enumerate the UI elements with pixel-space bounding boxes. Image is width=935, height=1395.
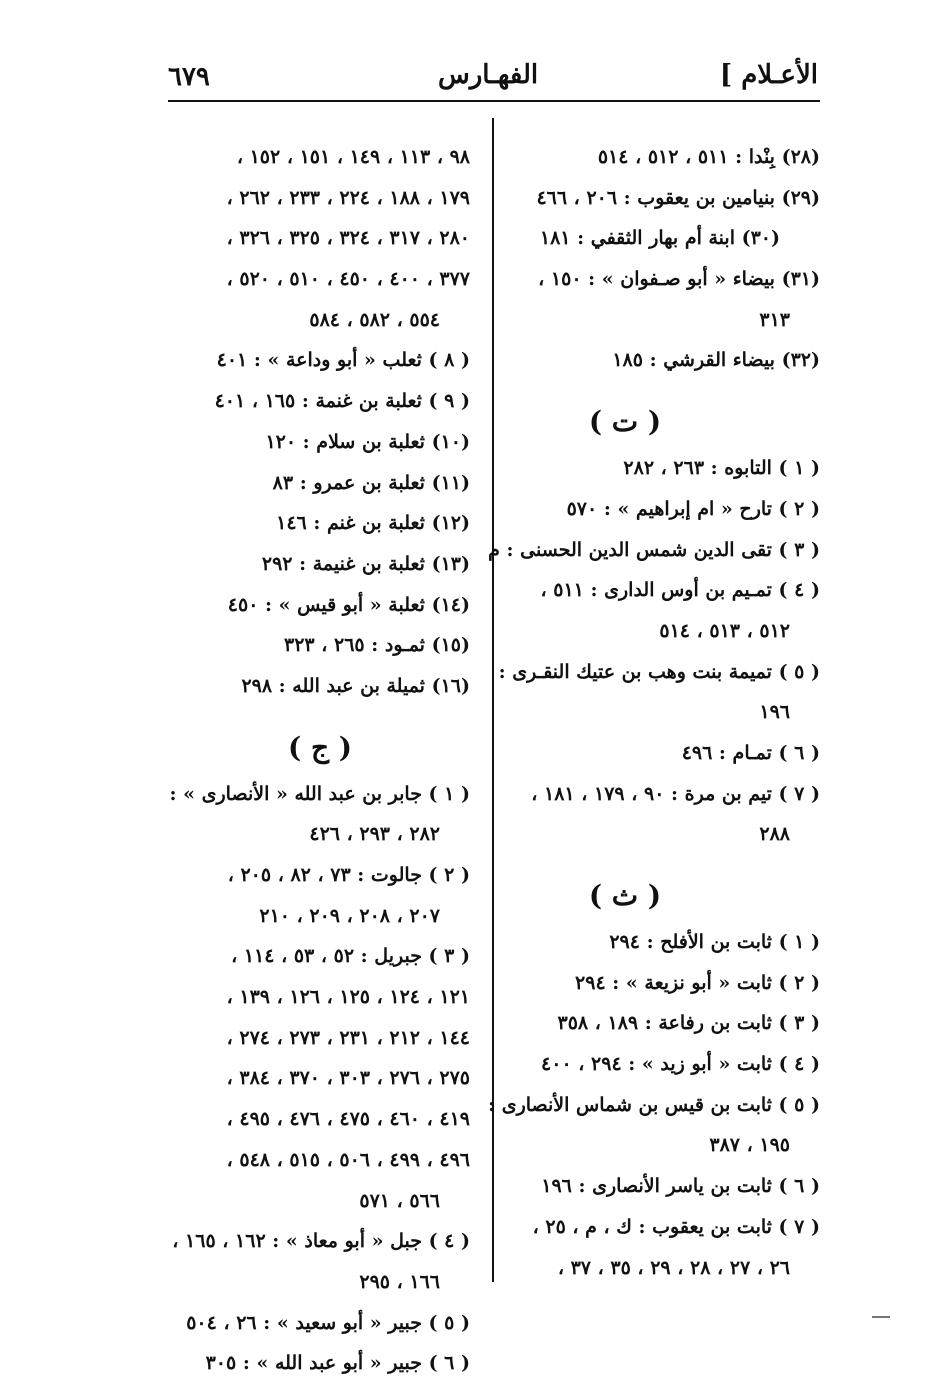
index-entry-continuation: ٢٨٠ ، ٣١٧ ، ٣٢٤ ، ٣٢٥ ، ٣٢٦ ، — [226, 227, 470, 250]
index-entry: ( ٢ ) ثابت « أبو نزيعة » : ٢٩٤ — [575, 971, 820, 994]
index-entry-continuation: ٤٩٦ ، ٤٩٩ ، ٥٠٦ ، ٥١٥ ، ٥٤٨ ، — [226, 1148, 470, 1171]
index-entry: ( ٧ ) ثابت بن يعقوب : ك ، م ، ٢٥ ، — [532, 1215, 820, 1238]
index-entry: ( ٥ ) جبير « أبو سعيد » : ٢٦ ، ٥٠٤ — [186, 1311, 470, 1334]
index-entry-continuation: ٢٧٥ ، ٢٧٦ ، ٣٠٣ ، ٣٧٠ ، ٣٨٤ ، — [226, 1067, 470, 1090]
index-entry: (١٥) ثمـود : ٢٦٥ ، ٣٢٣ — [283, 634, 470, 657]
index-entry-continuation: ٢٨٢ ، ٢٩٣ ، ٤٢٦ — [309, 823, 440, 846]
index-entry: ( ١ ) جابر بن عبد الله « الأنصارى » : — [169, 782, 470, 805]
index-entry: (٢٨) بِنْدا : ٥١١ ، ٥١٢ ، ٥١٤ — [597, 146, 820, 168]
index-entry: ( ٦ ) تمـام : ٤٩٦ — [681, 741, 820, 764]
index-entry: ( ٥ ) تميمة بنت وهب بن عتيك النقـرى : — [498, 660, 820, 683]
index-entry: ( ٣ ) تقى الدين شمس الدين الحسنى : م — [488, 538, 820, 561]
index-entry-continuation: ٣٧٧ ، ٤٠٠ ، ٤٥٠ ، ٥١٠ ، ٥٢٠ ، — [226, 268, 470, 291]
index-entry: (١٣) ثعلبة بن غنيمة : ٢٩٢ — [261, 552, 470, 575]
index-entry: ( ٣ ) ثابت بن رفاعة : ١٨٩ ، ٣٥٨ — [557, 1012, 820, 1035]
index-entry-continuation: ٢٠٧ ، ٢٠٨ ، ٢٠٩ ، ٢١٠ — [259, 904, 440, 927]
page-number: ٦٧٩ — [168, 62, 210, 92]
section-title: الأعـلام ] — [719, 60, 818, 90]
index-entry: ( ٧ ) تيم بن مرة : ٩٠ ، ١٧٩ ، ١٨١ ، — [531, 782, 820, 805]
running-title: الفهـارس — [438, 60, 539, 90]
letter-heading-j: ( ج ) — [287, 730, 353, 764]
index-entry-continuation: ١٩٥ ، ٣٨٧ — [709, 1134, 790, 1157]
index-entry: ( ٦ ) ثابت بن ياسر الأنصارى : ١٩٦ — [541, 1175, 820, 1198]
index-entry: (٣٢) بيضاء القرشي : ١٨٥ — [612, 349, 820, 372]
index-entry-continuation: ١٧٩ ، ١٨٨ ، ٢٢٤ ، ٢٣٣ ، ٢٦٢ ، — [226, 186, 470, 209]
left-column — [170, 148, 470, 1395]
letter-heading-th: ( ث ) — [588, 879, 662, 912]
index-entry-continuation: ١٢١ ، ١٢٤ ، ١٢٥ ، ١٢٦ ، ١٣٩ ، — [226, 986, 470, 1009]
index-entry-continuation: ٥٦٦ ، ٥٧١ — [359, 1189, 440, 1212]
index-entry: (١١) ثعلبة بن عمرو : ٨٣ — [272, 471, 470, 494]
index-entry-continuation: ٩٨ ، ١١٣ ، ١٤٩ ، ١٥١ ، ١٥٢ ، — [236, 146, 470, 168]
right-column — [488, 146, 820, 1299]
index-entry-continuation: ١٤٤ ، ٢١٢ ، ٢٣١ ، ٢٧٣ ، ٢٧٤ ، — [226, 1026, 470, 1049]
page-header — [168, 58, 818, 98]
scan-mark — [872, 1316, 890, 1318]
index-entry: ( ٤ ) جبل « أبو معاذ » : ١٦٢ ، ١٦٥ ، — [172, 1230, 470, 1253]
index-entry-continuation: ٢٨٨ — [759, 823, 790, 846]
index-entry: (١٤) ثعلبة « أبو قيس » : ٤٥٠ — [227, 593, 470, 616]
index-entry-continuation: ١٦٦ ، ٢٩٥ — [359, 1270, 440, 1293]
index-entry: (١٦) ثميلة بن عبد الله : ٢٩٨ — [241, 674, 470, 697]
index-entry: ( ٥ ) ثابت بن قيس بن شماس الأنصارى : — [488, 1093, 820, 1116]
index-entry: ( ١ ) التابوه : ٢٦٣ ، ٢٨٢ — [623, 457, 820, 480]
index-entry: ( ٢ ) تارح « ام إبراهيم » : ٥٧٠ — [566, 497, 820, 520]
index-entry-continuation: ٥٥٤ ، ٥٨٢ ، ٥٨٤ — [309, 308, 440, 331]
index-entry: ( ٨ ) ثعلب « أبو وداعة » : ٤٠١ — [216, 349, 470, 372]
index-entry: (١٠) ثعلبة بن سلام : ١٢٠ — [265, 430, 470, 453]
index-entry: (٢٩) بنيامين بن يعقوب : ٢٠٦ ، ٤٦٦ — [536, 186, 820, 209]
index-entry: ( ١ ) ثابت بن الأفلح : ٢٩٤ — [609, 931, 820, 953]
index-entry-continuation: ٥١٢ ، ٥١٣ ، ٥١٤ — [659, 619, 790, 642]
index-entry-continuation: ٣١٣ — [759, 308, 790, 331]
index-entry: (٣١) بيضاء « أبو صـفوان » : ١٥٠ ، — [538, 268, 820, 291]
index-entry: ( ٩ ) ثعلبة بن غنمة : ١٦٥ ، ٤٠١ — [214, 390, 470, 413]
header-rule — [168, 100, 820, 102]
index-entry: (١٢) ثعلبة بن غنم : ١٤٦ — [276, 512, 470, 535]
index-entry-continuation: ٢٦ ، ٢٧ ، ٢٨ ، ٢٩ ، ٣٥ ، ٣٧ ، — [557, 1256, 790, 1279]
index-entry: ( ٤ ) ثابت « أبو زيد » : ٢٩٤ ، ٤٠٠ — [541, 1053, 820, 1076]
index-entry: ( ٢ ) جالوت : ٧٣ ، ٨٢ ، ٢٠٥ ، — [227, 864, 470, 886]
index-entry: ( ٤ ) تمـيم بن أوس الدارى : ٥١١ ، — [540, 579, 820, 602]
index-entry-continuation: ١٩٦ — [759, 701, 790, 724]
index-entry-continuation: ٤١٩ ، ٤٦٠ ، ٤٧٥ ، ٤٧٦ ، ٤٩٥ ، — [226, 1108, 470, 1131]
index-entry: (٣٠) ابنة أم بهار الثقفي : ١٨١ — [539, 227, 780, 250]
index-entry: ( ٣ ) جبريل : ٥٢ ، ٥٣ ، ١١٤ ، — [231, 945, 470, 968]
letter-heading-t: ( ت ) — [588, 405, 662, 439]
index-entry: ( ٦ ) جبير « أبو عبد الله » : ٣٠٥ — [205, 1352, 470, 1375]
